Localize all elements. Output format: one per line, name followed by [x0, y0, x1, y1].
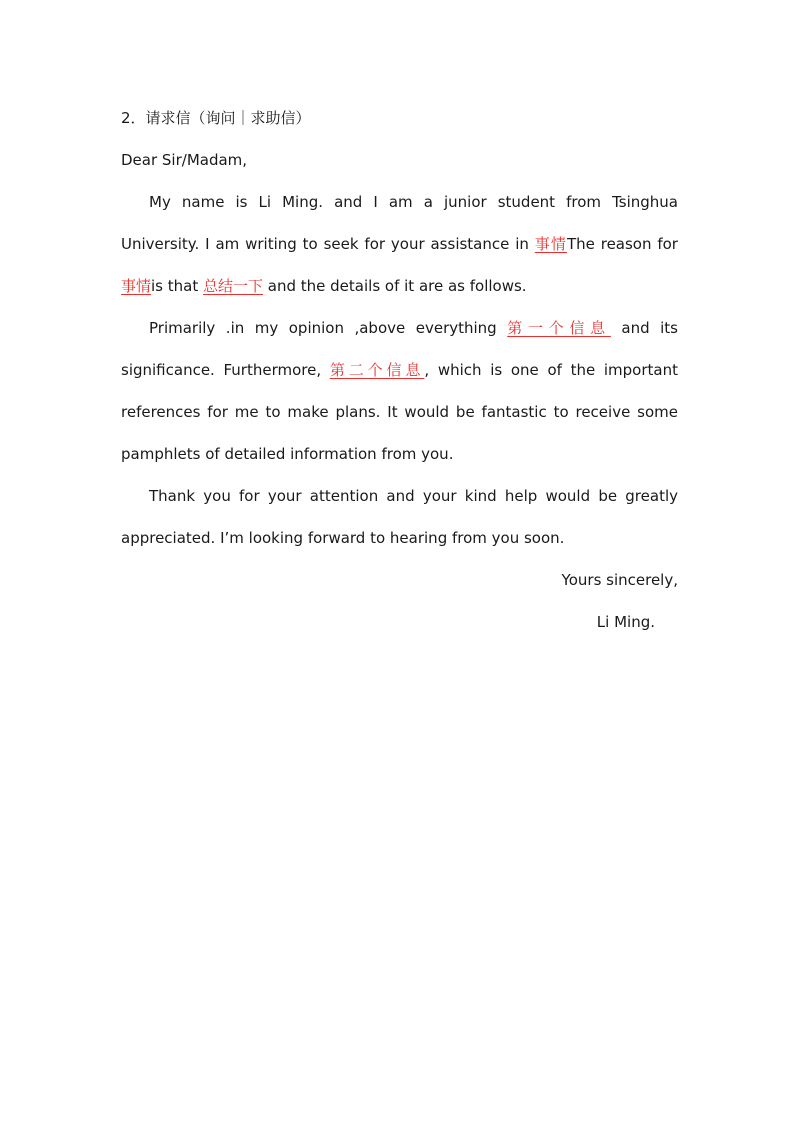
details-text-3: , which is one of the important references for me to make plans. It would be fantastic to receive some pamphlets of detailed information from you.	[121, 361, 678, 463]
paragraph-intro	[121, 181, 678, 307]
paragraph-details	[121, 307, 678, 475]
letter-signature: Li Ming.	[596, 613, 655, 631]
placeholder-matter-2: 事情	[121, 277, 152, 295]
intro-text-1: My name is Li Ming. and I am a junior student from Tsinghua University. I am writing to seek for your assistance in	[121, 193, 678, 253]
letter-greeting: Dear Sir/Madam,	[121, 151, 248, 169]
placeholder-first-info: 第一个信息	[507, 319, 611, 337]
intro-text-4: and the details of it are as follows.	[263, 277, 527, 295]
placeholder-matter-1: 事情	[534, 235, 567, 253]
paragraph-thanks: Thank you for your attention and your kind help would be greatly appreciated. I’m looking forward to hearing from you soon.	[121, 487, 678, 547]
placeholder-second-info: 第二个信息	[329, 361, 425, 379]
intro-text-2: The reason for	[566, 235, 678, 253]
intro-text-3: is that	[151, 277, 203, 295]
section-heading: 2．请求信（询问｜求助信）	[121, 109, 311, 127]
letter-template	[121, 97, 678, 643]
details-text-1: Primarily .in my opinion ,above everything	[149, 319, 508, 337]
placeholder-summary: 总结一下	[203, 277, 264, 295]
details-text-2: and its significance. Furthermore,	[121, 319, 678, 379]
letter-closing: Yours sincerely,	[561, 571, 678, 589]
